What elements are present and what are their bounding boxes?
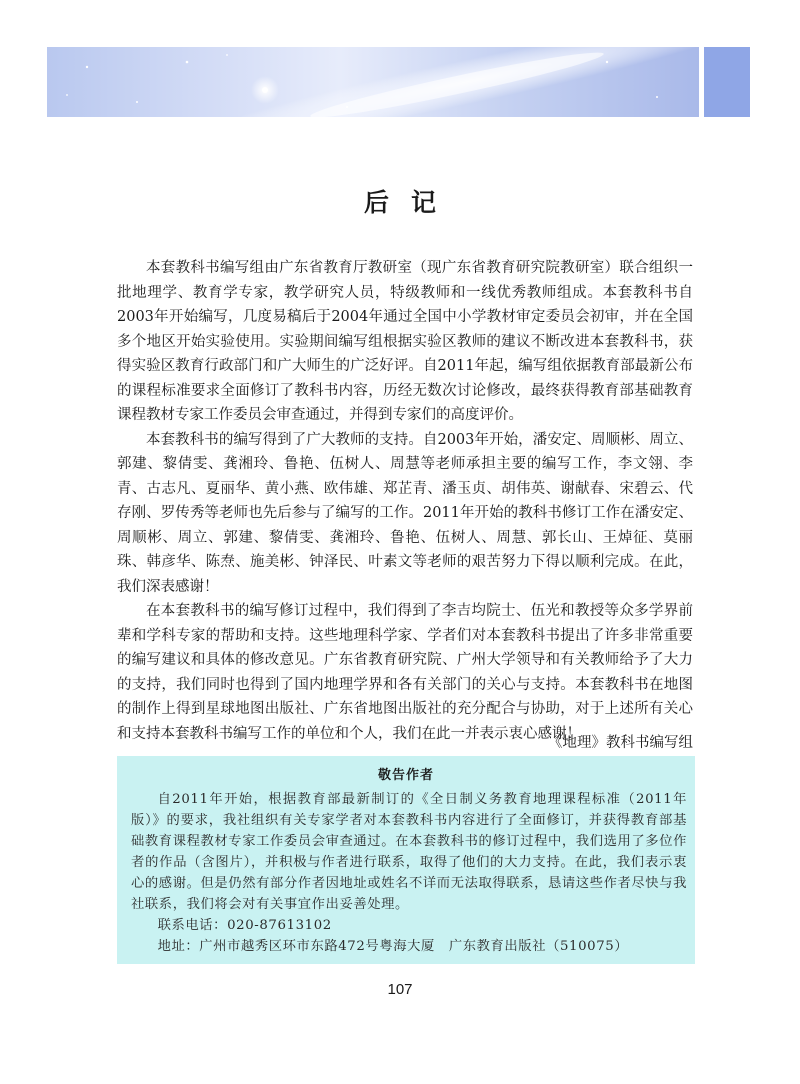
chapter-side-tab [704,47,750,117]
notice-address: 地址：广州市越秀区环市东路472号粤海大厦 广东教育出版社（510075） [157,939,629,954]
galaxy-banner [47,47,699,117]
page-title: 后记 [363,188,458,217]
notice-title: 敬告作者 [377,768,434,783]
paragraph: 在本套教科书的编写修订过程中，我们得到了李吉均院士、伍光和教授等众多学界前辈和学科专家的帮助和支持。这些地理科学家、学者们对本套教科书提出了许多非常重要的编写建议和具体的修改意见。广东省教育研究院、广州大学领导和有关教师给予了大力的支持，我们同时也得到了国内地理学界和各有关部门的关心与支持。本套教科书在地图的制作上得到星球地图出版社、广东省地图出版社的充分配合与协助，对于上述所有关心和支持本套教科书编写工作的单位和个人，我们在此一并表示衷心感谢！ [117,603,693,742]
paragraph: 本套教科书编写组由广东省教育厅教研室（现广东省教育研究院教研室）联合组织一批地理学、教育学专家，教学研究人员，特级教师和一线优秀教师组成。本套教科书自2003年开始编写，几度易稿后于2004年通过全国中小学教材审定委员会初审，并在全国多个地区开始实验使用。实验期间编写组根据实验区教师的建议不断改进本套教科书，获得实验区教育行政部门和广大师生的广泛好评。自2011年起，编写组依据教育部最新公布的课程标准要求全面修订了教科书内容，历经无数次讨论修改，最终获得教育部基础教育课程教材专家工作委员会审查通过，并得到专家们的高度评价。 [117,260,693,423]
notice-phone: 联系电话：020-87613102 [157,918,332,933]
signature: 《地理》教科书编写组 [548,735,693,751]
page-number: 107 [387,981,413,998]
notice-box [117,756,695,964]
notice-text: 自2011年开始，根据教育部最新制订的《全日制义务教育地理课程标准（2011年版）》的要求，我社组织有关专家学者对本套教科书内容进行了全面修订，并获得教育部基础教育课程教材专家工作委员会审查通过。在本套教科书的修订过程中，我们选用了多位作者的作品（含图片），并积极与作者进行联系，取得了他们的大力支持。在此，我们表示衷心的感谢。但是仍然有部分作者因地址或姓名不详而无法取得联系，恳请这些作者尽快与我社联系，我们将会对有关事宜作出妥善处理。 [131,792,687,912]
afterword-body [117,256,693,746]
paragraph: 本套教科书的编写得到了广大教师的支持。自2003年开始，潘安定、周顺彬、周立、郭建、黎倩雯、龚湘玲、鲁艳、伍树人、周慧等老师承担主要的编写工作，李文翎、李青、古志凡、夏丽华、黄小燕、欧伟雄、郑芷青、潘玉贞、胡伟英、谢献春、宋碧云、代存刚、罗传秀等老师也先后参与了编写的工作。2011年开始的教科书修订工作在潘安定、周顺彬、周立、郭建、黎倩雯、龚湘玲、鲁艳、伍树人、周慧、郭长山、王焯征、莫丽珠、韩彦华、陈焘、施美彬、钟泽民、叶素文等老师的艰苦努力下得以顺利完成。在此，我们深表感谢！ [117,431,693,595]
galaxy-image [47,47,699,117]
notice-body [131,789,687,957]
